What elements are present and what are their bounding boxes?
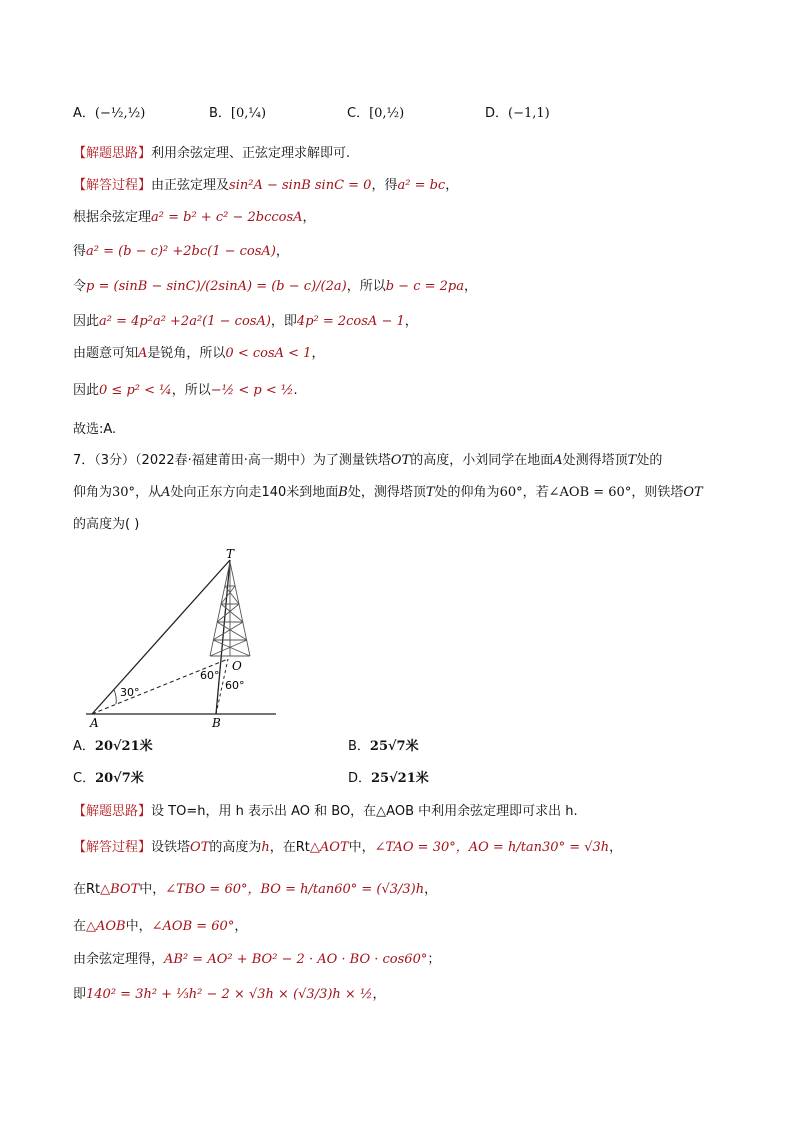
q7-idea: 【解题思路】设 TO=h，用 h 表示出 AO 和 BO，在△AOB 中利用余弦定理即可求出 h. bbox=[73, 804, 578, 819]
q6-option-b: B．[0,¼) bbox=[209, 106, 267, 121]
q7-statement-line3: 的高度为( ) bbox=[73, 517, 140, 532]
q7-option-a: A．20√21米 bbox=[73, 739, 153, 754]
q7-statement-line2: 仰角为30°，从A处向正东方向走140米到地面B处，测得塔顶T处的仰角为60°，若∠AOB = 60°，则铁塔OT bbox=[73, 485, 703, 500]
q6-option-a: A．(−½,½) bbox=[73, 106, 146, 121]
label-angle-60-left: 60° bbox=[200, 669, 220, 682]
line-ao bbox=[92, 659, 228, 714]
q7-statement-line1: 7．（3分）（2022春·福建莆田·高一期中）为了测量铁塔OT的高度，小刘同学在地面A处测得塔顶T处的 bbox=[73, 453, 663, 468]
line-at bbox=[92, 560, 230, 714]
q6-process-line6: 由题意可知A是锐角，所以0 < cosA < 1， bbox=[73, 346, 325, 361]
label-t: T bbox=[226, 548, 235, 561]
label-angle-30: 30° bbox=[120, 686, 140, 699]
q7-option-c: C．20√7米 bbox=[73, 771, 144, 786]
q6-process-line1: 【解答过程】由正弦定理及sin²A − sinB sinC = 0，得a² = bc， bbox=[73, 178, 459, 193]
q6-option-c: C．[0,½) bbox=[347, 106, 405, 121]
q6-process-line7: 因此0 ≤ p² < ¼，所以−½ < p < ½. bbox=[73, 383, 298, 398]
q6-process-line3: 得a² = (b − c)² +2bc(1 − cosA)， bbox=[73, 244, 289, 259]
q7-process-line1: 【解答过程】设铁塔OT的高度为h，在Rt△AOT中，∠TAO = 30°，AO = h/tan30° = √3h， bbox=[73, 840, 623, 855]
tower-figure bbox=[86, 548, 286, 734]
q6-option-d: D．(−1,1) bbox=[485, 106, 550, 121]
q7-option-d: D．25√21米 bbox=[348, 771, 429, 786]
q6-idea: 【解题思路】利用余弦定理、正弦定理求解即可. bbox=[73, 146, 351, 161]
q7-process-line5: 即140² = 3h² + ⅓h² − 2 × √3h × (√3/3)h × ½， bbox=[73, 987, 386, 1002]
label-angle-60-right: 60° bbox=[225, 679, 245, 692]
q6-process-line5: 因此a² = 4p²a² +2a²(1 − cosA)，即4p² = 2cosA − 1， bbox=[73, 314, 418, 329]
q7-process-line3: 在△AOB中，∠AOB = 60°， bbox=[73, 919, 248, 934]
q7-option-b: B．25√7米 bbox=[348, 739, 419, 754]
angle-arc-a bbox=[114, 690, 116, 704]
q7-process-line2: 在Rt△BOT中，∠TBO = 60°，BO = h/tan60° = (√3/3)h， bbox=[73, 882, 438, 897]
label-o: O bbox=[232, 659, 242, 673]
label-a: A bbox=[90, 716, 99, 730]
q6-answer: 故选:A. bbox=[73, 422, 117, 437]
q6-process-line4: 令p = (sinB − sinC)/(2sinA) = (b − c)/(2a)，所以b − c = 2pa， bbox=[73, 279, 477, 294]
q7-process-line4: 由余弦定理得，AB² = AO² + BO² − 2 · AO · BO · cos60°； bbox=[73, 952, 441, 967]
q6-process-line2: 根据余弦定理a² = b² + c² − 2bccosA， bbox=[73, 210, 316, 225]
label-b: B bbox=[212, 716, 221, 730]
